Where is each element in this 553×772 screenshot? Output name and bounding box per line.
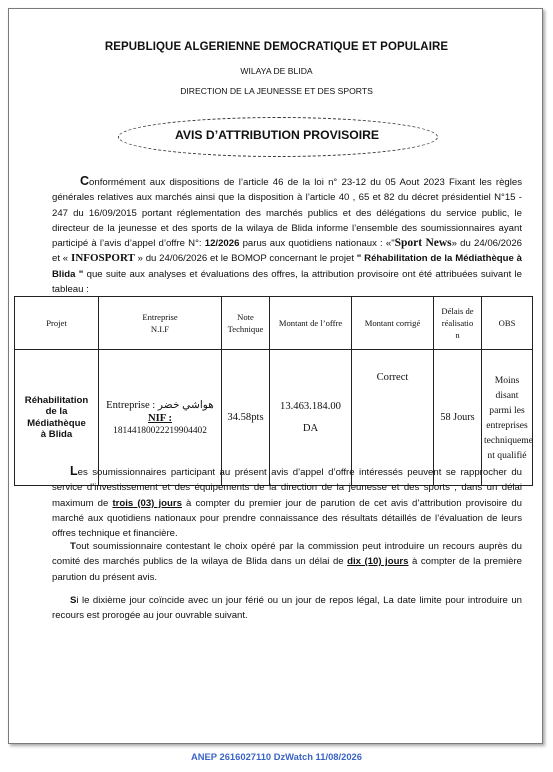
direction-heading: DIRECTION DE LA JEUNESSE ET DES SPORTS	[180, 86, 373, 96]
newspaper-infosport: INFOSPORT	[68, 252, 138, 265]
entreprise-name: Entreprise : هواشي خضر	[106, 400, 214, 411]
cell-projet: Réhabilitation de la Médiathèque à Blida	[15, 350, 99, 486]
appeal-paragraph: Tout soumissionnaire contestant le choix opéré par la commission peut introduire un recours auprès du comité des marchés publics de la wilaya de Blida dans un délai de dix (10) jours à compter de la première parution du présent avis.	[52, 541, 523, 583]
page-title: AVIS D’ATTRIBUTION PROVISOIRE	[174, 128, 380, 142]
footer-reference: ANEP 2616027110 DzWatch 11/08/2026	[191, 751, 362, 762]
nif-value: 18144180022219904402	[113, 426, 207, 436]
offer-number: 12/2026	[204, 238, 240, 250]
para3-initial: T	[70, 541, 76, 552]
newspaper-sport-news: Sport News	[394, 237, 452, 250]
cell-delais: 58 Jours	[434, 350, 482, 486]
cell-obs: Moins disant parmi les entreprises techniqueme nt qualifié	[482, 350, 533, 486]
intro-initial: C	[80, 174, 90, 188]
header-obs: OBS	[482, 297, 533, 350]
cell-note: 34.58pts	[222, 350, 270, 486]
wilaya-heading: WILAYA DE BLIDA	[240, 66, 313, 76]
results-table	[14, 296, 533, 486]
header-note: Note Technique	[222, 297, 270, 350]
header-projet: Projet	[15, 297, 99, 350]
contact-paragraph: Les soumissionnaires participant au présent avis d’appel d’offre intéressés peuvent se rapprocher du service d’investissement et des équipements de la direction de la jeunesse et des sports , dans un délai maximum de trois (03) jours à compter du premier jour de parution de cet avis d’attribution provisoire du marché aux quotidiens nationaux pour prendre connaissance des résultats détaillés de l’évaluation de leurs offres technique et financière.	[52, 464, 523, 540]
project-name: " Réhabilitation de la Médiathèque à Blida "	[52, 253, 522, 280]
republic-heading: REPUBLIQUE ALGERIENNE DEMOCRATIQUE ET POPULAIRE	[104, 41, 449, 53]
table-header-row	[15, 297, 533, 350]
cell-montant-corrige: Correct	[352, 350, 434, 486]
para2-initial: L	[70, 464, 78, 478]
header-entreprise: Entreprise N.I.F	[99, 297, 222, 350]
intro-paragraph: Conformément aux dispositions de l’article 46 de la loi n° 23-12 du 05 Aout 2023 Fixant les règles générales relatives aux marchés ainsi que la disposition à l’article 40 , 65 et 82 du décret présidentiel N°15 - 247 du 16/09/2015 portant réglementation des marchés publics et des délégations du service public, le directeur de la jeunesse et des sports de la wilaya de Blida informe l’ensemble des soumissionnaires ayant participé à l’avis d’appel d’offre N°: 12/2026 parus aux quotidiens nationaux : «"Sport News» du 24/06/2026 et « INFOSPORT » du 24/06/2026 et le BOMOP concernant le projet " Réhabilitation de la Médiathèque à Blida " que suite aux analyses et évaluations des offres, la attribution provisoire ont été attribuées suivant le tableau :	[52, 174, 523, 296]
nif-label: NIF :	[147, 413, 173, 424]
cell-montant: 13.463.184.00 DA	[270, 350, 352, 486]
para4-initial: S	[70, 595, 77, 606]
delay-three-days: trois (03) jours	[112, 497, 182, 509]
header-montant: Montant de l’offre	[270, 297, 352, 350]
header-delais: Délais de réalisatio n	[434, 297, 482, 350]
holiday-paragraph: Si le dixième jour coïncide avec un jour férié ou un jour de repos légal, La date limite pour introduire un recours est prorogée au jour ouvrable suivant.	[52, 595, 522, 622]
header-montant-corrige: Montant corrigé	[352, 297, 434, 350]
delay-ten-days: dix (10) jours	[347, 556, 409, 568]
